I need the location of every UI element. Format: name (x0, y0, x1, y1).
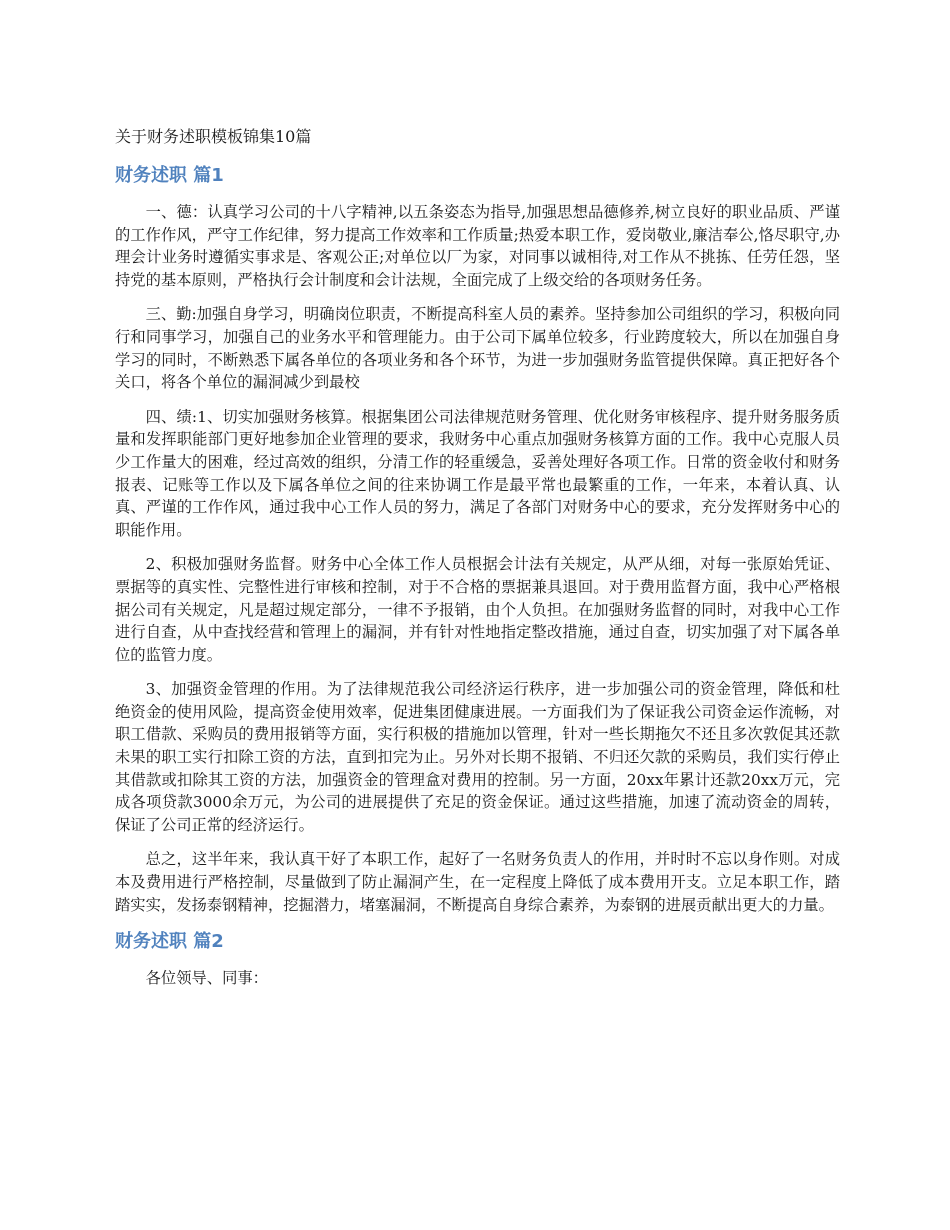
document-page (115, 124, 840, 1002)
document-title: 关于财务述职模板锦集10篇 (115, 127, 312, 146)
paragraph: 一、德：认真学习公司的十八字精神,以五条姿态为指导,加强思想品德修养,树立良好的职业品质、严谨的工作作风，严守工作纪律，努力提高工作效率和工作质量;热爱本职工作，爱岗敬业,廉洁奉公,恪尽职守,办理会计业务时遵循实事求是、客观公正;对单位以厂为家，对同事以诚相待,对工作从不挑拣、任劳任怨，坚持党的基本原则，严格执行会计制度和会计法规，全面完成了上级交给的各项财务任务。 (115, 203, 840, 289)
paragraph: 总之，这半年来，我认真干好了本职工作，起好了一名财务负责人的作用，并时时不忘以身作则。对成本及费用进行严格控制，尽量做到了防止漏洞产生，在一定程度上降低了成本费用开支。立足本职工作，踏踏实实，发扬泰钢精神，挖掘潜力，堵塞漏洞，不断提高自身综合素养，为泰钢的进展贡献出更大的力量。 (115, 850, 840, 914)
section-1 (115, 162, 840, 916)
paragraph: 各位领导、同事： (145, 969, 268, 988)
paragraph: 2、积极加强财务监督。财务中心全体工作人员根据会计法有关规定，从严从细，对每一张原始凭证、票据等的真实性、完整性进行审核和控制，对于不合格的票据兼具退回。对于费用监督方面，我中心严格根据公司有关规定，凡是超过规定部分，一律不予报销，由个人负担。在加强财务监督的同时，对我中心工作进行自查，从中查找经营和管理上的漏洞，并有针对性地指定整改措施，通过自查，切实加强了对下属各单位的监管力度。 (115, 555, 840, 664)
paragraph: 3、加强资金管理的作用。为了法律规范我公司经济运行秩序，进一步加强公司的资金管理，降低和杜绝资金的使用风险，提高资金使用效率，促进集团健康进展。一方面我们为了保证我公司资金运作流畅，对职工借款、采购员的费用报销等方面，实行积极的措施加以管理，针对一些长期拖欠不还且多次敦促其还款未果的职工实行扣除工资的方法，直到扣完为止。另外对长期不报销、不归还欠款的采购员，我们实行停止其借款或扣除其工资的方法，加强资金的管理盒对费用的控制。另一方面，20xx年累计还款20xx万元，完成各项贷款3000余万元，为公司的进展提供了充足的资金保证。通过这些措施，加速了流动资金的周转，保证了公司正常的经济运行。 (115, 680, 840, 834)
section-2 (115, 928, 840, 990)
section-heading: 财务述职 篇2 (115, 931, 224, 953)
paragraph: 四、绩:1、切实加强财务核算。根据集团公司法律规范财务管理、优化财务审核程序、提升财务服务质量和发挥职能部门更好地参加企业管理的要求，我财务中心重点加强财务核算方面的工作。我中心克服人员少工作量大的困难，经过高效的组织，分清工作的轻重缓急，妥善处理好各项工作。日常的资金收付和财务报表、记账等工作以及下属各单位之间的往来协调工作是最平常也最繁重的工作，一年来，本着认真、认真、严谨的工作作风，通过我中心工作人员的努力，满足了各部门对财务中心的要求，充分发挥财务中心的职能作用。 (115, 407, 840, 539)
paragraph: 三、勤:加强自身学习，明确岗位职责，不断提高科室人员的素养。坚持参加公司组织的学习，积极向同行和同事学习，加强自己的业务水平和管理能力。由于公司下属单位较多，行业跨度较大，所以在加强自身学习的同时，不断熟悉下属各单位的各项业务和各个环节，为进一步加强财务监管提供保障。真正把好各个关口，将各个单位的漏洞减少到最校 (115, 305, 840, 392)
section-heading: 财务述职 篇1 (115, 165, 224, 186)
